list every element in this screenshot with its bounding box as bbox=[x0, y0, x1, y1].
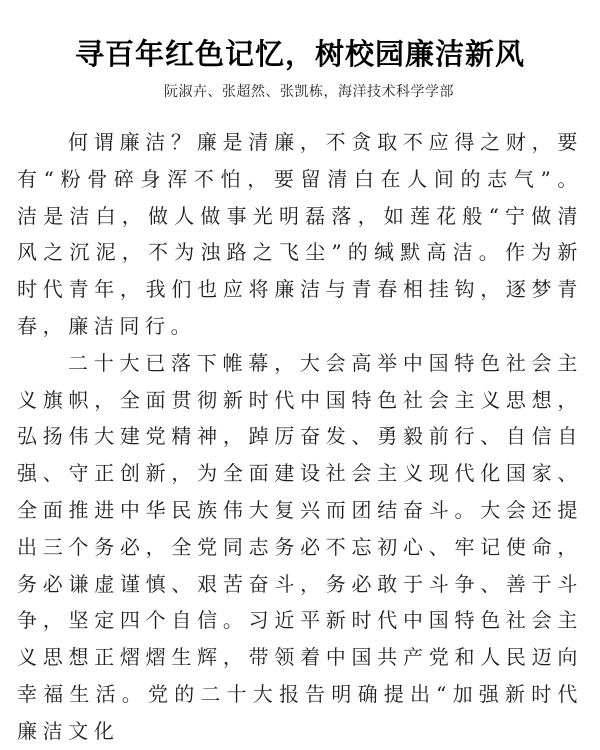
paragraph-1: 何谓廉洁？廉是清廉，不贪取不应得之财，要有“粉骨碎身浑不怕，要留清白在人间的志气”。洁是洁白，做人做事光明磊落，如莲花般“宁做清风之沉泥，不为浊路之飞尘”的缄默高洁。作为新时代青年，我们也应将廉洁与青春相挂钩，逐梦青春，廉洁同行。 bbox=[17, 130, 583, 338]
paragraph-2: 二十大已落下帷幕，大会高举中国特色社会主义旗帜，全面贯彻新时代中国特色社会主义思想，弘扬伟大建党精神，踔厉奋发、勇毅前行、自信自强、守正创新，为全面建设社会主义现代化国家、全面推进中华民族伟大复兴而团结奋斗。大会还提出三个务必，全党同志务必不忘初心、牢记使命，务必谦虚谨慎、艰苦奋斗，务必敢于斗争、善于斗争，坚定四个自信。习近平新时代中国特色社会主义思想正熠熠生辉，带领着中国共产党和人民迈向幸福生活。党的二十大报告明确提出“加强新时代廉洁文化 bbox=[17, 350, 583, 743]
article-authors: 阮淑卉、张超然、张凯栋，海洋技术科学学部 bbox=[164, 84, 454, 100]
article-title: 寻百年红色记忆，树校园廉洁新风 bbox=[74, 37, 525, 71]
article-body bbox=[17, 124, 583, 750]
